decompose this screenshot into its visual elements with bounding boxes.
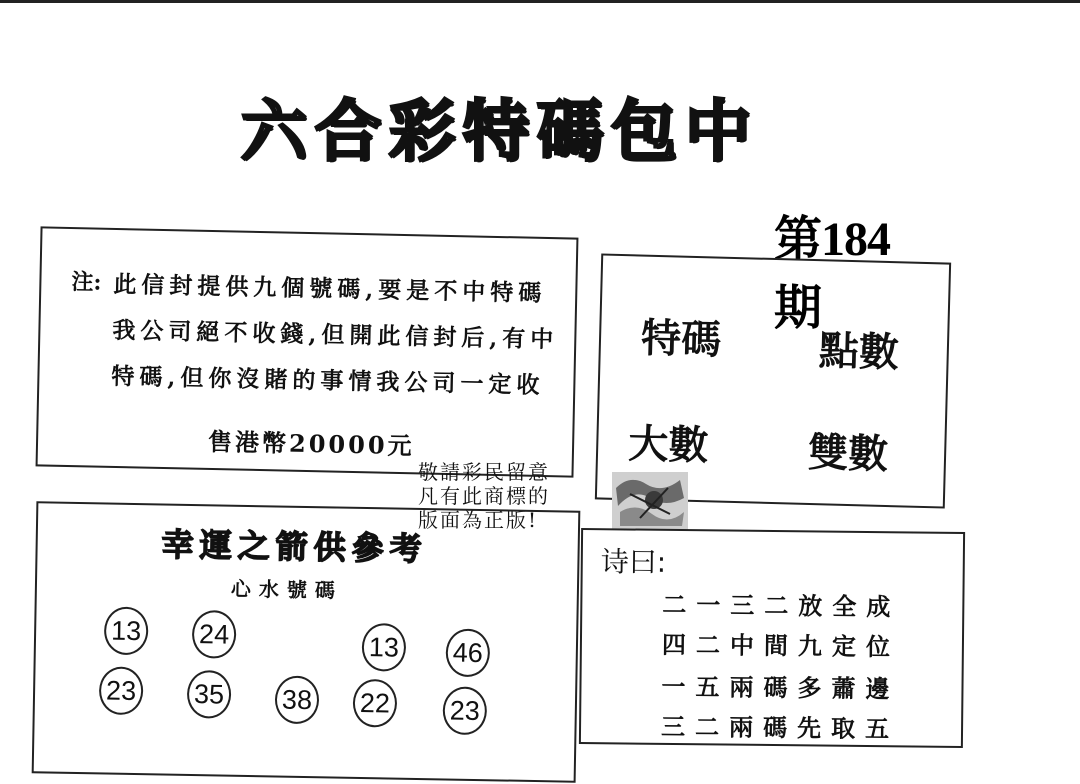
poem-box	[579, 528, 965, 748]
poem-line-4: 三二兩碼先取五	[660, 711, 900, 744]
lucky-title: 幸運之箭供參考	[161, 525, 428, 569]
trademark-logo-icon	[610, 468, 690, 534]
note-line-3: 特碼,但你沒賭的事情我公司一定收	[111, 362, 545, 399]
number-ball: 13	[104, 606, 149, 655]
price-text: 售港幣20000元	[207, 426, 415, 461]
note-line-2: 我公司絕不收錢,但開此信封后,有中	[112, 316, 559, 354]
number-ball: 46	[445, 628, 490, 677]
page-title: 六合彩特碼包中	[241, 91, 759, 170]
notice-line-3: 版面為正版!	[418, 508, 539, 532]
top-border-line	[0, 0, 1080, 3]
number-ball: 23	[442, 686, 487, 735]
lucky-subtitle: 心水號碼	[230, 576, 344, 603]
number-ball: 13	[362, 623, 407, 672]
number-ball: 23	[99, 666, 144, 715]
poem-heading: 诗曰:	[600, 545, 667, 579]
notice-line-2: 凡有此商標的	[418, 484, 550, 508]
poem-line-3: 一五兩碼多蕭邊	[661, 671, 900, 704]
special-code-label: 特碼	[640, 315, 722, 364]
lucky-numbers-box	[32, 501, 581, 782]
guarantee-note-box	[36, 226, 579, 477]
points-label: 點數	[818, 328, 900, 377]
number-ball: 22	[353, 679, 398, 728]
number-ball: 35	[187, 670, 232, 719]
even-number-label: 雙數	[807, 429, 889, 479]
issue-number: 第184期	[774, 213, 891, 335]
note-line-1: 此信封提供九個號碼,要是不中特碼	[113, 270, 547, 307]
poem-line-2: 四二中間九定位	[661, 629, 901, 662]
big-number-label: 大數	[627, 421, 709, 470]
note-prefix: 注:	[71, 269, 102, 296]
number-ball: 38	[275, 675, 320, 724]
notice-line-1: 敬請彩民留意	[418, 460, 550, 484]
number-ball: 24	[192, 610, 237, 659]
poem-line-1: 二一三二放全成	[662, 589, 901, 622]
